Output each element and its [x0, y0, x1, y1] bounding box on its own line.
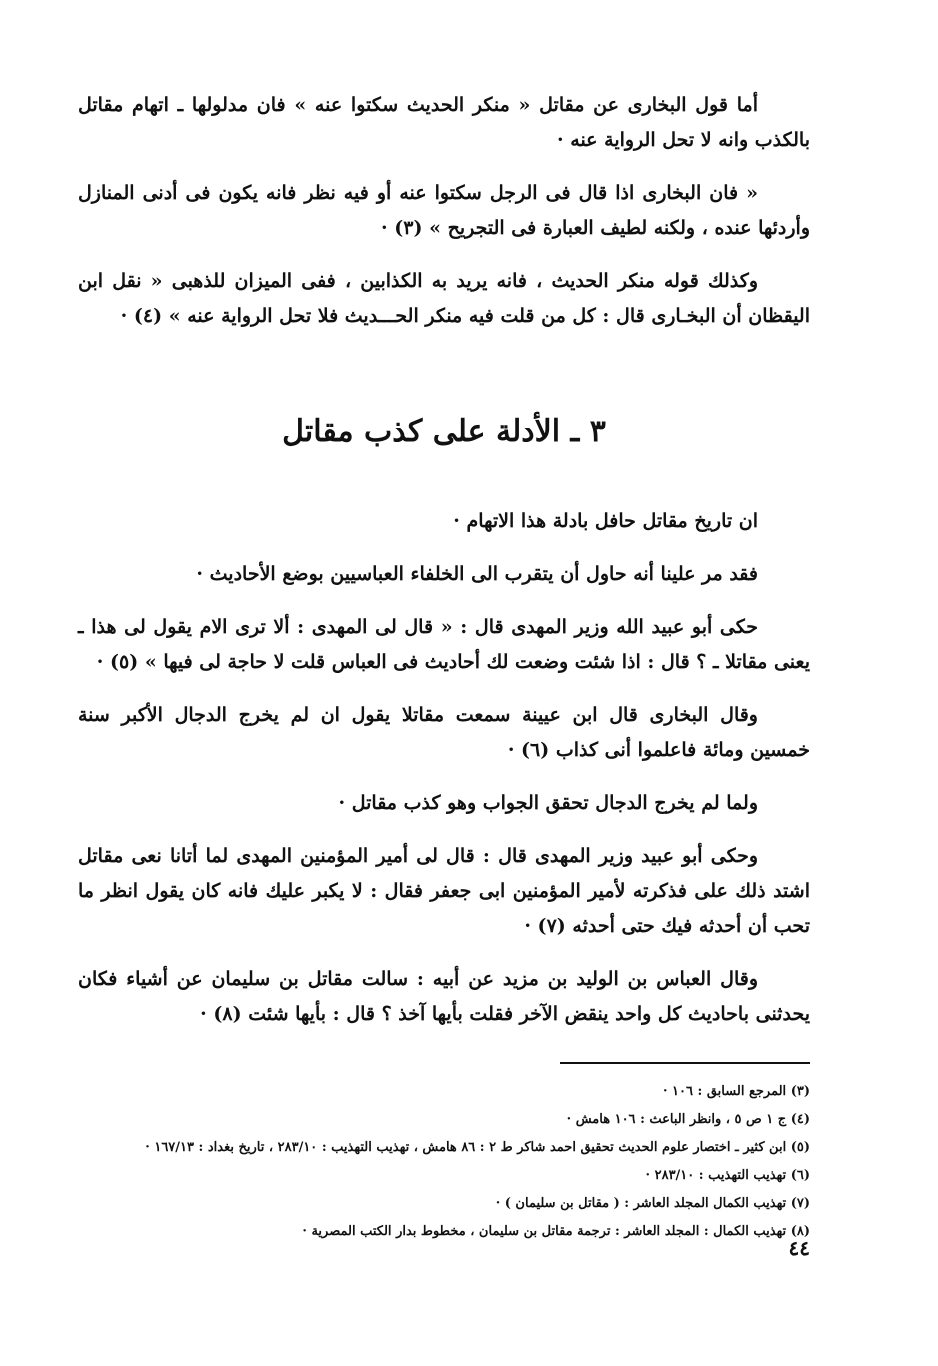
paragraph-body-6: وحكى أبو عبيد وزير المهدى قال : قال لى أمير المؤمنين المهدى لما أتانا نعى مقاتل اشتد ذلك على فذكرته لأمير المؤمنين ابى جعفر فقال : لا يكبر عليك فانه كان يقول انظر ما تحب أن أحدثه فيك حتى أحدثه (٧) ·: [78, 845, 810, 937]
paragraph-top-2: « فان البخارى اذا قال فى الرجل سكتوا عنه أو فيه نظر فانه يكون فى أدنى المنازل وأردئها عنده ، ولكنه لطيف العبارة فى التجريح » (٣) ·: [78, 182, 810, 239]
page-number: ٤٤: [788, 1236, 810, 1260]
paragraph-body-3: حكى أبو عبيد الله وزير المهدى قال : « قال لى المهدى : ألا ترى الام يقول لى هذا ـ يعنى مقاتلا ـ ؟ قال : اذا شئت وضعت لك أحاديث فى العباس قلت لا حاجة لى فيها » (٥) ·: [78, 616, 810, 673]
footnote-5: (٥) ابن كثير ـ اختصار علوم الحديث تحقيق احمد شاكر ط ٢ : ٨٦ هامش ، تهذيب التهذيب : ٢٨٣/١٠ ، تاريخ بغداد : ١٦٧/١٣ ·: [145, 1140, 810, 1155]
paragraph-body-4: وقال البخارى قال ابن عيينة سمعت مقاتلا يقول ان لم يخرج الدجال الأكبر سنة خمسين ومائة فاعلموا أنى كذاب (٦) ·: [78, 704, 810, 761]
footnote-6: (٦) تهذيب التهذيب : ٢٨٣/١٠ ·: [645, 1168, 810, 1183]
footnote-7: (٧) تهذيب الكمال المجلد العاشر : ( مقاتل بن سليمان ) ·: [495, 1196, 810, 1211]
footnote-3: (٣) المرجع السابق : ١٠٦ ·: [662, 1084, 810, 1099]
section-heading: ٣ ـ الأدلة على كذب مقاتل: [282, 414, 606, 449]
paragraph-body-2: فقد مر علينا أنه حاول أن يتقرب الى الخلفاء العباسيين بوضع الأحاديث ·: [196, 563, 758, 585]
footnote-4: (٤) ج ١ ص ٥ ، وانظر الباعث : ١٠٦ هامش ·: [566, 1112, 810, 1127]
paragraph-body-5: ولما لم يخرج الدجال تحقق الجواب وهو كذب مقاتل ·: [338, 792, 758, 814]
paragraph-top-1: أما قول البخارى عن مقاتل « منكر الحديث سكتوا عنه » فان مدلولها ـ اتهام مقاتل بالكذب وانه لا تحل الرواية عنه ·: [78, 94, 810, 151]
paragraph-top-3: وكذلك قوله منكر الحديث ، فانه يريد به الكذابين ، ففى الميزان للذهبى « نقل ابن اليقظان أن البخـارى قال : كل من قلت فيه منكر الحـــديث فلا تحل الرواية عنه » (٤) ·: [78, 270, 810, 327]
footnote-list: [78, 1078, 810, 1246]
footnote-divider: [560, 1062, 810, 1064]
paragraph-body-7: وقال العباس بن الوليد بن مزيد عن أبيه : سالت مقاتل بن سليمان عن أشياء فكان يحدثنى باحاديث كل واحد ينقض الآخر فقلت بأيها آخذ ؟ قال : بأيها شئت (٨) ·: [78, 968, 810, 1025]
footnote-8: (٨) تهذيب الكمال : المجلد العاشر : ترجمة مقاتل بن سليمان ، مخطوط بدار الكتب المصرية ·: [302, 1224, 810, 1239]
paragraph-body-1: ان تاريخ مقاتل حافل بادلة هذا الاتهام ·: [453, 510, 758, 532]
